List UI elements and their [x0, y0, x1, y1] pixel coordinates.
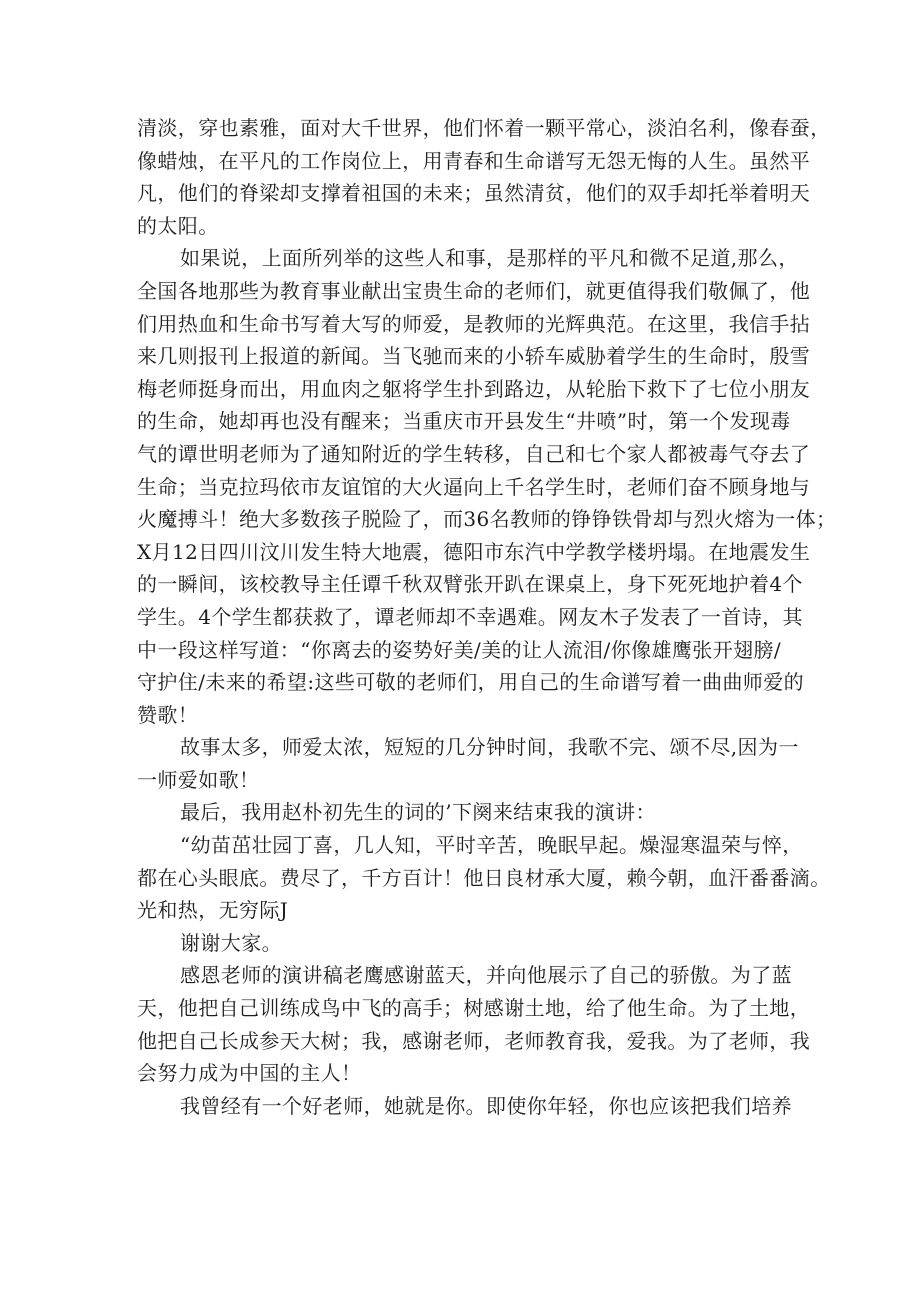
- paragraph: [137, 829, 831, 927]
- paragraph: [137, 959, 811, 1089]
- paragraph: [137, 242, 837, 731]
- text-line: 赞歌！: [137, 702, 199, 727]
- text-line: 守护住/未来的希望:这些可敬的老师们，用自己的生命谱写着一曲曲师爱的: [137, 670, 805, 695]
- text-line: 天，他把自己训练成鸟中飞的高手；树感谢土地，给了他生命。为了土地，: [137, 996, 811, 1021]
- text-line: 学生。4个学生都获救了，谭老师却不幸遇难。网友木子发表了一首诗，其: [137, 604, 803, 629]
- text-line: 最后，我用赵朴初先生的词的’下阕来结束我的演讲：: [180, 800, 656, 825]
- text-line: 生命；当克拉玛依市友谊馆的大火逼向上千名学生时，老师们奋不顾身地与: [137, 474, 811, 499]
- text-line: X月12日四川汶川发生特大地震，德阳市东汽中学教学楼坍塌。在地震发生: [137, 539, 811, 564]
- text-line: “幼苗茁壮园丁喜，几人知，平时辛苦，晚眠早起。燥湿寒温荣与悴，: [180, 833, 803, 858]
- text-line: 故事太多，师爱太浓，短短的几分钟时间，我歌不完、颂不尽,因为一: [180, 735, 799, 760]
- paragraph: [137, 796, 797, 829]
- text-line: 清淡，穿也素雅，面对大千世界，他们怀着一颗平常心，淡泊名利，像春蚕，: [137, 116, 831, 140]
- text-line: 感恩老师的演讲稿老鹰感谢蓝天，并向他展示了自己的骄傲。为了蓝: [180, 963, 792, 988]
- text-line: 如果说，上面所列举的这些人和事，是那样的平凡和微不足道,那么，: [180, 246, 799, 271]
- text-line: 的太阳。: [137, 213, 219, 238]
- text-line: 一师爱如歌！: [137, 767, 260, 792]
- text-line: 光和热，无穷际J: [137, 898, 289, 923]
- text-line: 会努力成为中国的主人！: [137, 1061, 362, 1086]
- paragraph: [137, 927, 797, 960]
- text-line: 我曾经有一个好老师，她就是你。即使你年轻，你也应该把我们培养: [180, 1093, 792, 1118]
- paragraph: [137, 1090, 797, 1123]
- text-line: 们用热血和生命书写着大写的师爱，是教师的光辉典范。在这里，我信手拈: [137, 311, 811, 336]
- text-line: 谢谢大家。: [180, 930, 282, 955]
- document-body: [137, 112, 837, 1122]
- text-line: 梅老师挺身而出，用血肉之躯将学生扑到路边，从轮胎下救下了七位小朋友: [137, 376, 811, 401]
- text-line: 火魔搏斗！绝大多数孩子脱险了，而36名教师的铮铮铁骨却与烈火熔为一体；: [137, 507, 837, 532]
- text-line: 的一瞬间，该校教导主任谭千秋双臂张开趴在课桌上，身下死死地护着4个: [137, 572, 803, 597]
- text-line: 的生命，她却再也没有醒来；当重庆市开县发生“井喷”时，第一个发现毒: [137, 409, 791, 434]
- text-line: 全国各地那些为教育事业献出宝贵生命的老师们，就更值得我们敬佩了，他: [137, 278, 811, 303]
- paragraph: [137, 112, 831, 242]
- text-line: 来几则报刊上报道的新闻。当飞驰而来的小轿车威胁着学生的生命时，殷雪: [137, 344, 811, 369]
- text-line: 气的谭世明老师为了通知附近的学生转移，自己和七个家人都被毒气夺去了: [137, 441, 811, 466]
- text-line: 中一段这样写道：“你离去的姿势好美/美的让人流泪/你像雄鹰张开翅膀/: [137, 637, 782, 662]
- text-line: 像蜡烛，在平凡的工作岗位上，用青春和生命谱写无怨无悔的人生。虽然平: [137, 148, 811, 173]
- text-line: 凡，他们的脊梁却支撑着祖国的未来；虽然清贫，他们的双手却托举着明天: [137, 181, 811, 206]
- text-line: 都在心头眼底。费尽了，千方百计！他日良材承大厦，赖今朝，血汗番番滴。: [137, 865, 831, 890]
- paragraph: [137, 731, 797, 796]
- text-line: 他把自己长成参天大树；我，感谢老师，老师教育我，爱我。为了老师，我: [137, 1028, 811, 1053]
